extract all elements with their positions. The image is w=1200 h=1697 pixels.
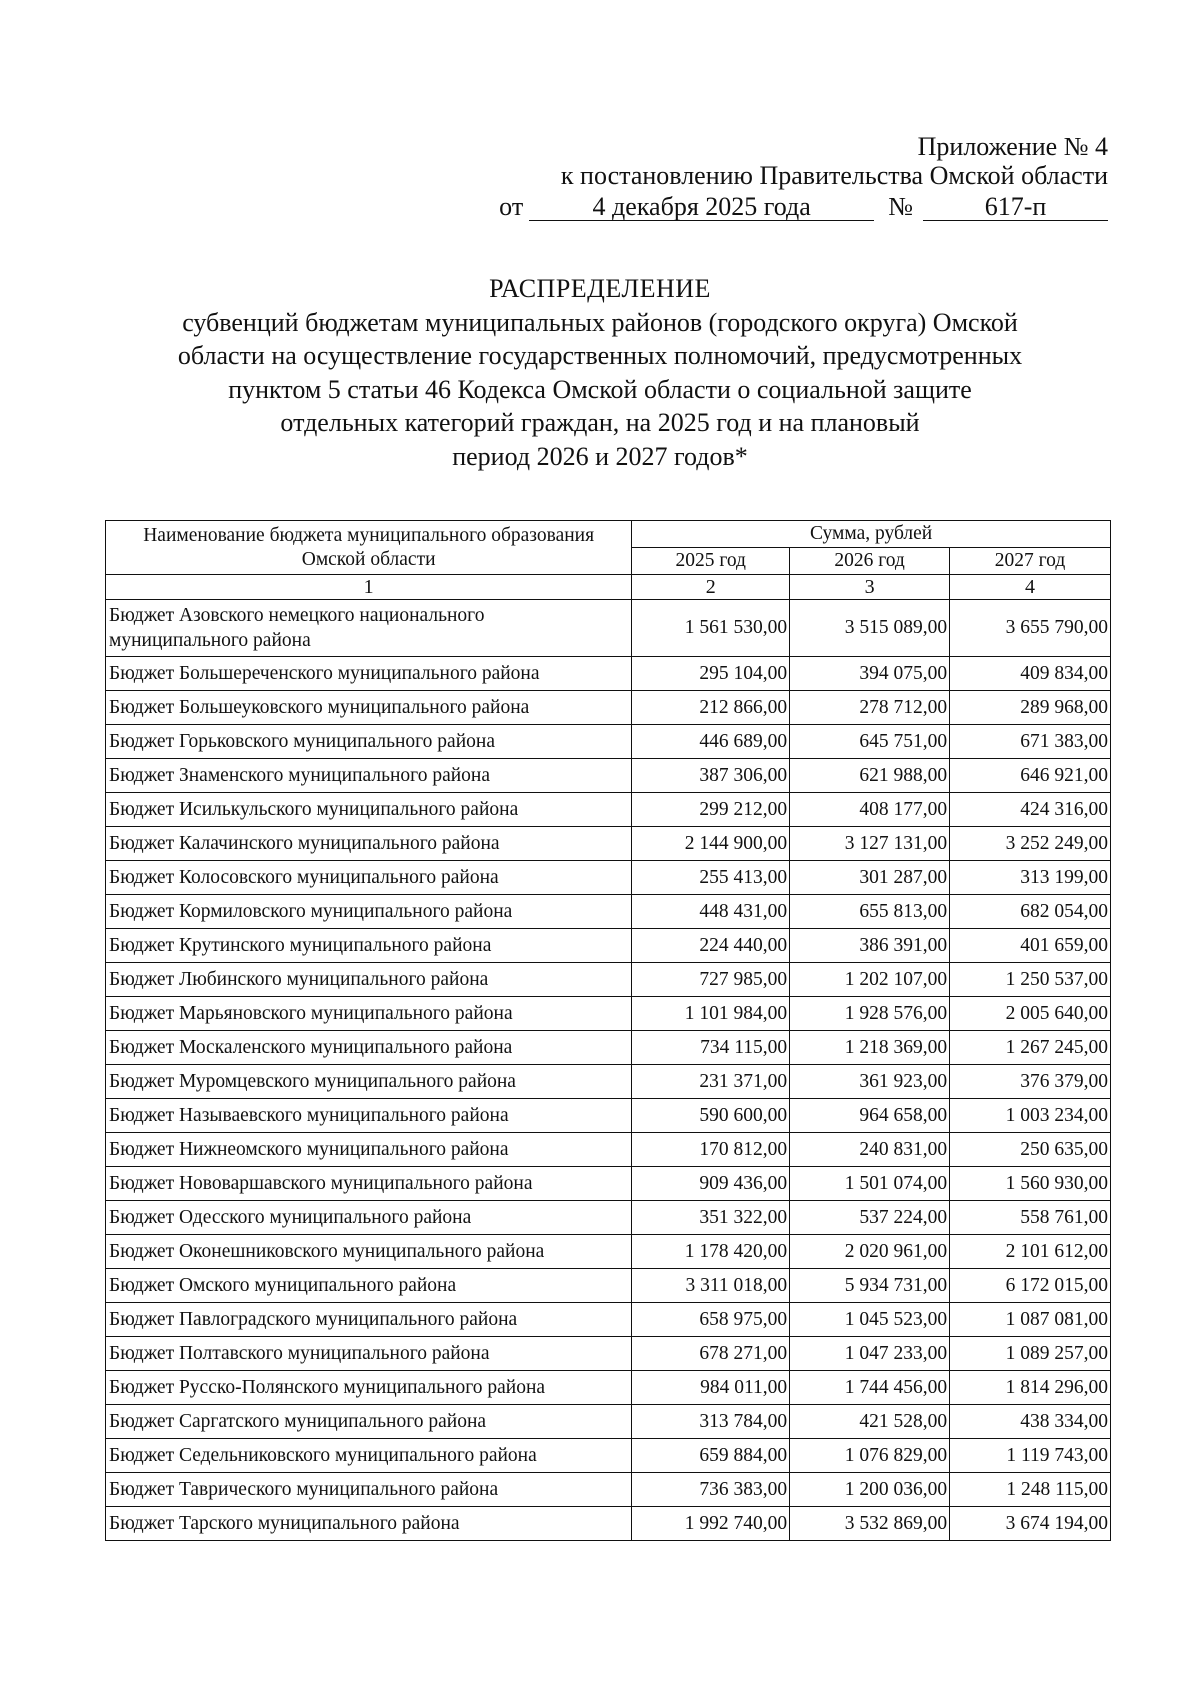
budget-name-cell: Бюджет Любинского муниципального района xyxy=(106,963,632,997)
amount-2027-cell: 1 560 930,00 xyxy=(950,1167,1111,1201)
col-number: 2 xyxy=(632,575,790,600)
budget-name-cell: Бюджет Нововаршавского муниципального района xyxy=(106,1167,632,1201)
table-row xyxy=(106,1405,1111,1439)
amount-2026-cell: 3 515 089,00 xyxy=(790,600,950,657)
budget-name-cell: Бюджет Русско-Полянского муниципального района xyxy=(106,1371,632,1405)
amount-2027-cell: 6 172 015,00 xyxy=(950,1269,1111,1303)
amount-2025-cell: 313 784,00 xyxy=(632,1405,790,1439)
amount-2027-cell: 2 101 612,00 xyxy=(950,1235,1111,1269)
amount-2025-cell: 2 144 900,00 xyxy=(632,827,790,861)
number-sign: № xyxy=(888,192,913,221)
amount-2025-cell: 295 104,00 xyxy=(632,657,790,691)
table-row xyxy=(106,657,1111,691)
amount-2027-cell: 313 199,00 xyxy=(950,861,1111,895)
table-row xyxy=(106,1439,1111,1473)
amount-2026-cell: 1 202 107,00 xyxy=(790,963,950,997)
distribution-table xyxy=(105,520,1111,1541)
amount-2027-cell: 409 834,00 xyxy=(950,657,1111,691)
table-row xyxy=(106,793,1111,827)
appendix-resolution-ref: к постановлению Правительства Омской области xyxy=(560,161,1108,190)
amount-2027-cell: 2 005 640,00 xyxy=(950,997,1111,1031)
amount-2027-cell: 1 814 296,00 xyxy=(950,1371,1111,1405)
amount-2025-cell: 727 985,00 xyxy=(632,963,790,997)
amount-2025-cell: 1 561 530,00 xyxy=(632,600,790,657)
title-line: отдельных категорий граждан, на 2025 год и на плановый xyxy=(280,408,920,437)
amount-2027-cell: 1 087 081,00 xyxy=(950,1303,1111,1337)
amount-2025-cell: 224 440,00 xyxy=(632,929,790,963)
amount-2027-cell: 438 334,00 xyxy=(950,1405,1111,1439)
amount-2025-cell: 3 311 018,00 xyxy=(632,1269,790,1303)
amount-2026-cell: 408 177,00 xyxy=(790,793,950,827)
header-year-2025: 2025 год xyxy=(632,548,790,575)
document-heading: РАСПРЕДЕЛЕНИЕ xyxy=(489,274,711,303)
budget-name-cell: Бюджет Калачинского муниципального района xyxy=(106,827,632,861)
appendix-title: Приложение № 4 xyxy=(917,132,1108,161)
budget-name-cell: Бюджет Называевского муниципального района xyxy=(106,1099,632,1133)
amount-2027-cell: 646 921,00 xyxy=(950,759,1111,793)
budget-name-cell: Бюджет Большеуковского муниципального района xyxy=(106,691,632,725)
amount-2026-cell: 1 928 576,00 xyxy=(790,997,950,1031)
amount-2027-cell: 424 316,00 xyxy=(950,793,1111,827)
budget-name-cell: Бюджет Седельниковского муниципального района xyxy=(106,1439,632,1473)
budget-name-cell: Бюджет Полтавского муниципального района xyxy=(106,1337,632,1371)
amount-2026-cell: 1 218 369,00 xyxy=(790,1031,950,1065)
amount-2026-cell: 3 532 869,00 xyxy=(790,1507,950,1541)
table-row xyxy=(106,1201,1111,1235)
amount-2025-cell: 387 306,00 xyxy=(632,759,790,793)
amount-2027-cell: 1 089 257,00 xyxy=(950,1337,1111,1371)
title-line: пунктом 5 статьи 46 Кодекса Омской области о социальной защите xyxy=(228,374,972,404)
table-row xyxy=(106,759,1111,793)
col-number: 3 xyxy=(790,575,950,600)
amount-2025-cell: 909 436,00 xyxy=(632,1167,790,1201)
amount-2025-cell: 658 975,00 xyxy=(632,1303,790,1337)
budget-name-cell: Бюджет Колосовского муниципального района xyxy=(106,861,632,895)
table-row xyxy=(106,725,1111,759)
amount-2026-cell: 361 923,00 xyxy=(790,1065,950,1099)
amount-2027-cell: 1 003 234,00 xyxy=(950,1099,1111,1133)
amount-2025-cell: 212 866,00 xyxy=(632,691,790,725)
table-header-row xyxy=(106,521,1111,548)
amount-2027-cell: 1 250 537,00 xyxy=(950,963,1111,997)
budget-name-cell: Бюджет Тарского муниципального района xyxy=(106,1507,632,1541)
amount-2026-cell: 1 501 074,00 xyxy=(790,1167,950,1201)
amount-2025-cell: 678 271,00 xyxy=(632,1337,790,1371)
table-row xyxy=(106,1473,1111,1507)
budget-name-cell: Бюджет Москаленского муниципального района xyxy=(106,1031,632,1065)
table-row xyxy=(106,1065,1111,1099)
budget-name-cell: Бюджет Саргатского муниципального района xyxy=(106,1405,632,1439)
budget-name-cell: Бюджет Большереченского муниципального района xyxy=(106,657,632,691)
amount-2025-cell: 1 992 740,00 xyxy=(632,1507,790,1541)
table-row xyxy=(106,1235,1111,1269)
amount-2027-cell: 682 054,00 xyxy=(950,895,1111,929)
amount-2026-cell: 386 391,00 xyxy=(790,929,950,963)
col-number: 4 xyxy=(950,575,1111,600)
amount-2025-cell: 736 383,00 xyxy=(632,1473,790,1507)
document-title xyxy=(100,272,1100,473)
table-row xyxy=(106,1507,1111,1541)
amount-2026-cell: 645 751,00 xyxy=(790,725,950,759)
amount-2027-cell: 401 659,00 xyxy=(950,929,1111,963)
amount-2026-cell: 5 934 731,00 xyxy=(790,1269,950,1303)
table-row xyxy=(106,997,1111,1031)
table-row xyxy=(106,895,1111,929)
table-row xyxy=(106,1303,1111,1337)
budget-name-cell: Бюджет Таврического муниципального района xyxy=(106,1473,632,1507)
table-row xyxy=(106,1337,1111,1371)
header-year-2027: 2027 год xyxy=(950,548,1111,575)
amount-2027-cell: 3 655 790,00 xyxy=(950,600,1111,657)
amount-2027-cell: 376 379,00 xyxy=(950,1065,1111,1099)
amount-2027-cell: 3 252 249,00 xyxy=(950,827,1111,861)
budget-name-cell: Бюджет Нижнеомского муниципального района xyxy=(106,1133,632,1167)
from-label: от xyxy=(499,192,524,221)
resolution-date: 4 декабря 2025 года xyxy=(529,194,874,221)
table-body xyxy=(106,600,1111,1541)
amount-2026-cell: 1 744 456,00 xyxy=(790,1371,950,1405)
amount-2027-cell: 289 968,00 xyxy=(950,691,1111,725)
table-row xyxy=(106,1269,1111,1303)
amount-2026-cell: 2 020 961,00 xyxy=(790,1235,950,1269)
amount-2026-cell: 240 831,00 xyxy=(790,1133,950,1167)
amount-2026-cell: 301 287,00 xyxy=(790,861,950,895)
amount-2027-cell: 1 119 743,00 xyxy=(950,1439,1111,1473)
amount-2027-cell: 1 267 245,00 xyxy=(950,1031,1111,1065)
budget-name-cell: Бюджет Павлоградского муниципального района xyxy=(106,1303,632,1337)
budget-name-cell: Бюджет Муромцевского муниципального района xyxy=(106,1065,632,1099)
amount-2026-cell: 655 813,00 xyxy=(790,895,950,929)
amount-2026-cell: 1 076 829,00 xyxy=(790,1439,950,1473)
amount-2025-cell: 170 812,00 xyxy=(632,1133,790,1167)
table-row xyxy=(106,1167,1111,1201)
amount-2026-cell: 1 200 036,00 xyxy=(790,1473,950,1507)
table-row xyxy=(106,827,1111,861)
amount-2025-cell: 984 011,00 xyxy=(632,1371,790,1405)
amount-2025-cell: 734 115,00 xyxy=(632,1031,790,1065)
budget-name-cell: Бюджет Омского муниципального района xyxy=(106,1269,632,1303)
table-row xyxy=(106,600,1111,657)
amount-2026-cell: 621 988,00 xyxy=(790,759,950,793)
amount-2025-cell: 299 212,00 xyxy=(632,793,790,827)
table-row xyxy=(106,691,1111,725)
table-column-numbers-row xyxy=(106,575,1111,600)
amount-2025-cell: 351 322,00 xyxy=(632,1201,790,1235)
budget-name-cell: Бюджет Марьяновского муниципального района xyxy=(106,997,632,1031)
header-year-2026: 2026 год xyxy=(790,548,950,575)
amount-2026-cell: 3 127 131,00 xyxy=(790,827,950,861)
resolution-number: 617-п xyxy=(923,194,1108,221)
table-row xyxy=(106,1031,1111,1065)
budget-name-cell: Бюджет Кормиловского муниципального района xyxy=(106,895,632,929)
amount-2027-cell: 671 383,00 xyxy=(950,725,1111,759)
budget-name-cell: Бюджет Горьковского муниципального района xyxy=(106,725,632,759)
amount-2025-cell: 590 600,00 xyxy=(632,1099,790,1133)
title-line: субвенций бюджетам муниципальных районов (городского округа) Омской xyxy=(182,307,1018,337)
budget-name-cell: Бюджет Исилькульского муниципального района xyxy=(106,793,632,827)
budget-name-cell: Бюджет Одесского муниципального района xyxy=(106,1201,632,1235)
amount-2026-cell: 537 224,00 xyxy=(790,1201,950,1235)
title-line: области на осуществление государственных полномочий, предусмотренных xyxy=(177,341,1023,370)
amount-2027-cell: 558 761,00 xyxy=(950,1201,1111,1235)
amount-2027-cell: 1 248 115,00 xyxy=(950,1473,1111,1507)
table-row xyxy=(106,1371,1111,1405)
amount-2026-cell: 421 528,00 xyxy=(790,1405,950,1439)
table-row xyxy=(106,861,1111,895)
table-row xyxy=(106,929,1111,963)
amount-2026-cell: 1 047 233,00 xyxy=(790,1337,950,1371)
amount-2026-cell: 278 712,00 xyxy=(790,691,950,725)
header-sum-group: Сумма, рублей xyxy=(632,521,1111,548)
table-row xyxy=(106,1099,1111,1133)
appendix-header xyxy=(488,132,1108,221)
amount-2025-cell: 1 101 984,00 xyxy=(632,997,790,1031)
amount-2025-cell: 231 371,00 xyxy=(632,1065,790,1099)
amount-2026-cell: 1 045 523,00 xyxy=(790,1303,950,1337)
amount-2025-cell: 659 884,00 xyxy=(632,1439,790,1473)
budget-name-cell: Бюджет Оконешниковского муниципального района xyxy=(106,1235,632,1269)
table-row xyxy=(106,963,1111,997)
amount-2027-cell: 3 674 194,00 xyxy=(950,1507,1111,1541)
table-row xyxy=(106,1133,1111,1167)
budget-name-cell: Бюджет Крутинского муниципального района xyxy=(106,929,632,963)
budget-name-cell: Бюджет Знаменского муниципального района xyxy=(106,759,632,793)
title-line: период 2026 и 2027 годов* xyxy=(452,441,748,471)
budget-name-cell: Бюджет Азовского немецкого национального муниципального района xyxy=(106,600,632,657)
amount-2027-cell: 250 635,00 xyxy=(950,1133,1111,1167)
amount-2025-cell: 448 431,00 xyxy=(632,895,790,929)
resolution-date-number xyxy=(488,192,1108,221)
amount-2026-cell: 394 075,00 xyxy=(790,657,950,691)
header-budget-name: Наименование бюджета муниципального образования Омской области xyxy=(106,521,632,575)
col-number: 1 xyxy=(106,575,632,600)
amount-2026-cell: 964 658,00 xyxy=(790,1099,950,1133)
amount-2025-cell: 1 178 420,00 xyxy=(632,1235,790,1269)
amount-2025-cell: 255 413,00 xyxy=(632,861,790,895)
amount-2025-cell: 446 689,00 xyxy=(632,725,790,759)
